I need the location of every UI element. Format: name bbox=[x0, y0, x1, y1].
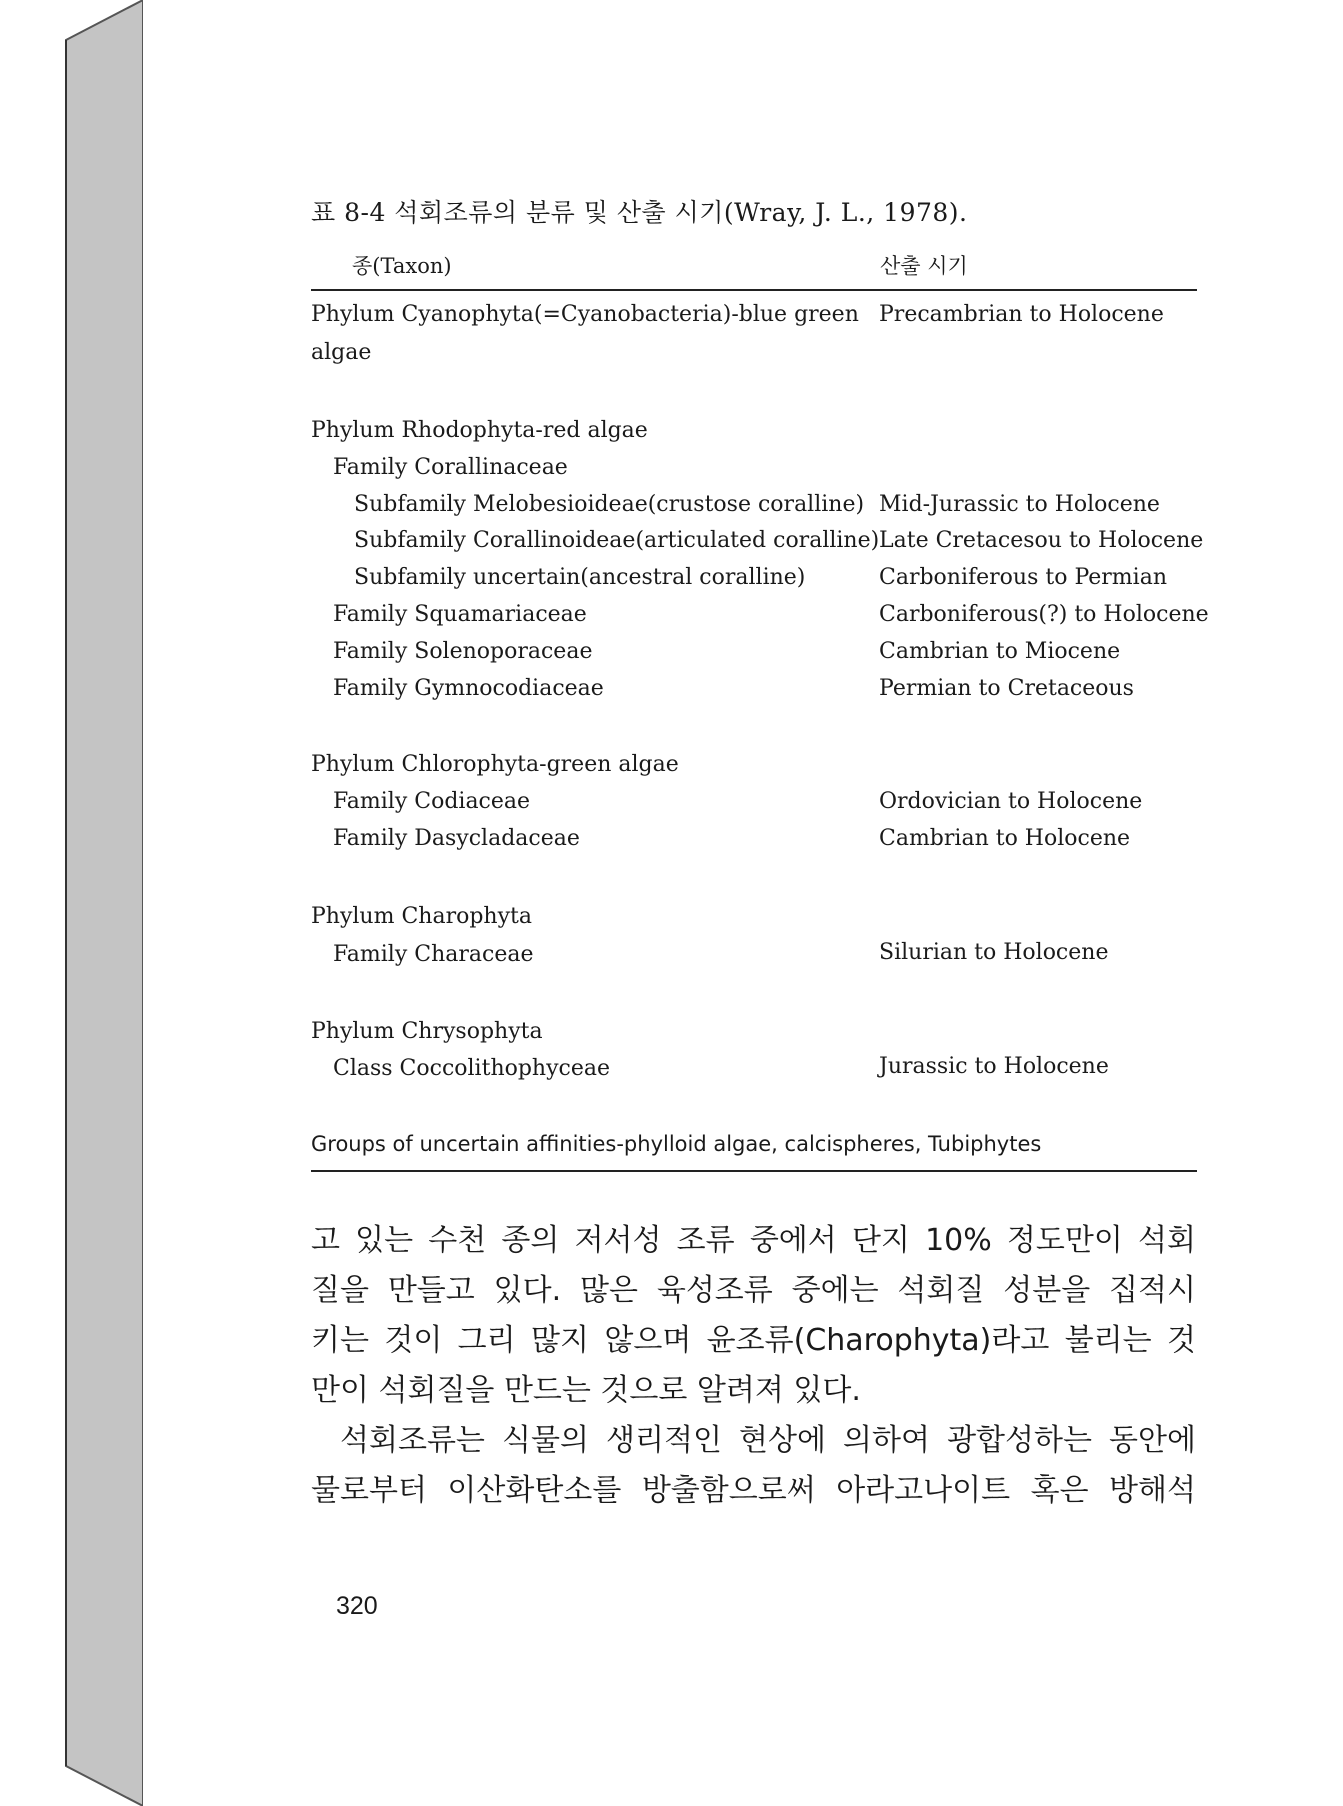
table-row-taxon: Family Codiaceae bbox=[333, 789, 531, 814]
table-row-period: Cambrian to Holocene bbox=[879, 826, 1131, 851]
body-text-line: 고 있는 수천 종의 저서성 조류 중에서 단지 10% 정도만이 석회 bbox=[311, 1223, 1196, 1258]
table-row-taxon: Phylum Chrysophyta bbox=[311, 1019, 543, 1044]
table-row-period: Late Cretacesou to Holocene bbox=[879, 528, 1204, 553]
table-row-taxon: Class Coccolithophyceae bbox=[333, 1056, 611, 1081]
book-page bbox=[143, 0, 1343, 1806]
table-row-period: Silurian to Holocene bbox=[879, 940, 1109, 965]
table-row-taxon: Family Dasycladaceae bbox=[333, 826, 580, 851]
body-text-line: 질을 만들고 있다. 많은 육성조류 중에는 석회질 성분을 집적시 bbox=[311, 1273, 1196, 1308]
table-caption: 표 8-4 석회조류의 분류 및 산출 시기(Wray, J. L., 1978). bbox=[311, 198, 968, 227]
body-text-line: 석회조류는 식물의 생리적인 현상에 의하여 광합성하는 동안에 bbox=[340, 1423, 1196, 1458]
table-row-taxon: Subfamily Melobesioideae(crustose coralline) bbox=[354, 492, 865, 517]
table-row-period: Permian to Cretaceous bbox=[879, 676, 1134, 701]
table-row-taxon-continuation: algae bbox=[311, 340, 372, 365]
table-row-period: Jurassic to Holocene bbox=[879, 1054, 1109, 1079]
table-row-taxon: Family Squamariaceae bbox=[333, 602, 587, 627]
table-row-taxon: Family Gymnocodiaceae bbox=[333, 676, 604, 701]
table-row-taxon: Family Solenoporaceae bbox=[333, 639, 593, 664]
table-row-taxon: Subfamily Corallinoideae(articulated coralline) bbox=[354, 528, 880, 553]
table-row-period: Carboniferous(?) to Holocene bbox=[879, 602, 1209, 627]
table-top-rule bbox=[311, 289, 1197, 291]
table-row-taxon: Subfamily uncertain(ancestral coralline) bbox=[354, 565, 806, 590]
page-number: 320 bbox=[336, 1592, 378, 1620]
table-footnote: Groups of uncertain affinities-phylloid algae, calcispheres, Tubiphytes bbox=[311, 1132, 1042, 1156]
table-row-period: Cambrian to Miocene bbox=[879, 639, 1121, 664]
table-row-period: Carboniferous to Permian bbox=[879, 565, 1167, 590]
table-bottom-rule bbox=[311, 1170, 1197, 1172]
body-text-line: 키는 것이 그리 많지 않으며 윤조류(Charophyta)라고 불리는 것 bbox=[311, 1323, 1196, 1358]
table-row-taxon: Family Characeae bbox=[333, 942, 534, 967]
body-text-line: 만이 석회질을 만드는 것으로 알려져 있다. bbox=[311, 1373, 861, 1408]
table-row-taxon: Phylum Rhodophyta-red algae bbox=[311, 418, 648, 443]
table-row-period: Precambrian to Holocene bbox=[879, 302, 1164, 327]
body-text-line: 물로부터 이산화탄소를 방출함으로써 아라고나이트 혹은 방해석 bbox=[311, 1473, 1196, 1508]
table-row-taxon: Family Corallinaceae bbox=[333, 455, 568, 480]
table-row-taxon: Phylum Chlorophyta-green algae bbox=[311, 752, 679, 777]
table-row-period: Ordovician to Holocene bbox=[879, 789, 1143, 814]
column-header-taxon: 종(Taxon) bbox=[352, 254, 452, 278]
table-row-period: Mid-Jurassic to Holocene bbox=[879, 492, 1160, 517]
table-row-taxon: Phylum Cyanophyta(=Cyanobacteria)-blue green bbox=[311, 302, 859, 327]
table-row-taxon: Phylum Charophyta bbox=[311, 904, 532, 929]
column-header-period: 산출 시기 bbox=[880, 254, 968, 278]
